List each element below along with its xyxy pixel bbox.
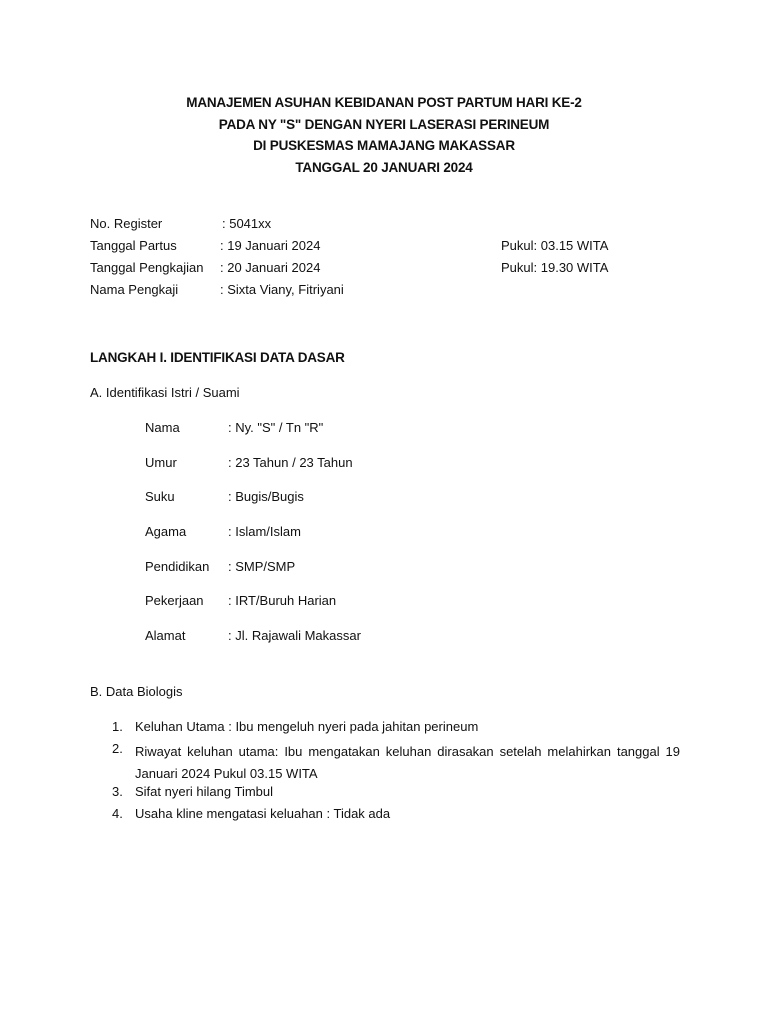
subsection-b-heading: B. Data Biologis [90,684,183,699]
identitas-label: Alamat [145,628,186,643]
identitas-value: : Jl. Rajawali Makassar [228,628,361,643]
subsection-a-heading: A. Identifikasi Istri / Suami [90,385,240,400]
nama-pengkaji-value: : Sixta Viany, Fitriyani [220,282,344,297]
list-item-text: Riwayat keluhan utama: Ibu mengatakan keluhan dirasakan setelah melahirkan tanggal 19 Januari 2024 Pukul 03.15 WITA [135,744,680,781]
tanggal-pengkajian-label: Tanggal Pengkajian [90,260,204,275]
title-line-4: TANGGAL 20 JANUARI 2024 [295,159,473,175]
tanggal-pengkajian-pukul: Pukul: 19.30 WITA [501,260,609,275]
title-line-3: DI PUSKESMAS MAMAJANG MAKASSAR [253,138,515,153]
identitas-label: Pekerjaan [145,593,204,608]
section-heading: LANGKAH I. IDENTIFIKASI DATA DASAR [90,350,345,365]
identitas-value: : SMP/SMP [228,559,296,574]
tanggal-pengkajian-value: : 20 Januari 2024 [220,260,321,275]
identitas-label: Suku [145,489,175,504]
list-item-number: 3. [112,784,123,799]
identitas-value: : Ny. "S" / Tn "R" [228,420,324,435]
list-item-text: Sifat nyeri hilang Timbul [135,784,274,799]
list-item-number: 1. [112,719,123,734]
no-register-label: No. Register [90,216,163,231]
identitas-value: : Islam/Islam [228,524,301,539]
identitas-value: : IRT/Buruh Harian [228,593,337,608]
document-title [0,92,768,178]
identitas-label: Umur [145,455,177,470]
tanggal-partus-value: : 19 Januari 2024 [220,238,321,253]
list-item-number: 2. [112,741,123,756]
tanggal-partus-label: Tanggal Partus [90,238,177,253]
tanggal-partus-pukul: Pukul: 03.15 WITA [501,238,609,253]
list-item-text: Usaha kline mengatasi keluahan : Tidak ada [135,806,391,821]
identitas-label: Pendidikan [145,559,210,574]
identitas-value: : 23 Tahun / 23 Tahun [228,455,353,470]
title-line-1: MANAJEMEN ASUHAN KEBIDANAN POST PARTUM HARI KE-2 [186,95,582,110]
identitas-value: : Bugis/Bugis [228,489,304,504]
title-line-2: PADA NY "S" DENGAN NYERI LASERASI PERINEUM [218,116,550,132]
list-item-text: Keluhan Utama : Ibu mengeluh nyeri pada jahitan perineum [135,719,479,734]
list-item-number: 4. [112,806,123,821]
nama-pengkaji-label: Nama Pengkaji [90,282,179,297]
no-register-value: : 5041xx [222,216,272,231]
identitas-label: Nama [145,420,180,435]
identitas-label: Agama [145,524,187,539]
